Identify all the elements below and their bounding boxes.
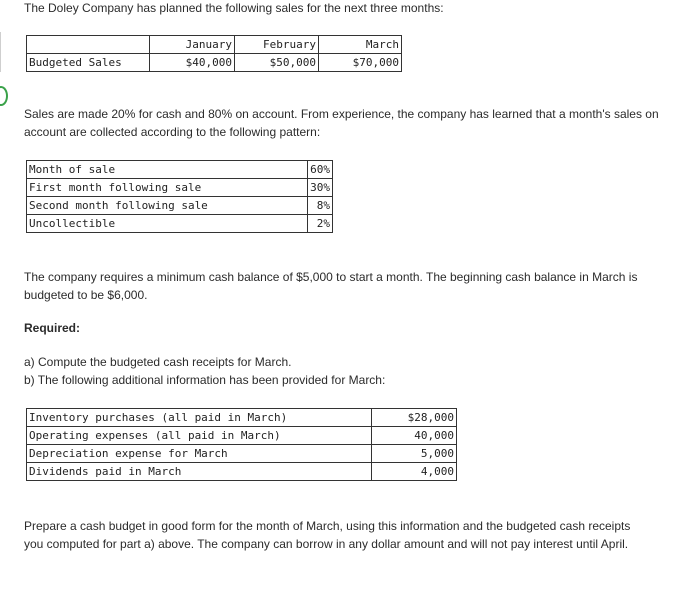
sales-table-header-row bbox=[27, 36, 402, 54]
table-row bbox=[27, 427, 457, 445]
required-heading: Required: bbox=[24, 321, 81, 335]
sales-march: $70,000 bbox=[319, 54, 402, 72]
sales-table-data-row bbox=[27, 54, 402, 72]
progress-marker-icon bbox=[0, 86, 8, 106]
additional-label: Inventory purchases (all paid in March) bbox=[27, 409, 372, 427]
header-march: March bbox=[319, 36, 402, 54]
table-row bbox=[27, 463, 457, 481]
sales-january: $40,000 bbox=[150, 54, 235, 72]
intro-text: The Doley Company has planned the following sales for the next three months: bbox=[24, 1, 444, 15]
additional-value: $28,000 bbox=[372, 409, 457, 427]
collection-label: Month of sale bbox=[27, 161, 308, 179]
additional-label: Operating expenses (all paid in March) bbox=[27, 427, 372, 445]
collection-label: Second month following sale bbox=[27, 197, 308, 215]
cash-balance-text: The company requires a minimum cash balance of $5,000 to start a month. The beginning cash balance in March is budgeted to be $6,000. bbox=[24, 270, 638, 302]
row-label-budgeted-sales: Budgeted Sales bbox=[27, 54, 150, 72]
additional-value: 40,000 bbox=[372, 427, 457, 445]
collection-value: 8% bbox=[308, 197, 333, 215]
additional-label: Depreciation expense for March bbox=[27, 445, 372, 463]
part-a-text: a) Compute the budgeted cash receipts for March. bbox=[24, 355, 292, 369]
additional-value: 4,000 bbox=[372, 463, 457, 481]
header-january: January bbox=[150, 36, 235, 54]
collection-value: 30% bbox=[308, 179, 333, 197]
table-row bbox=[27, 445, 457, 463]
additional-info-table bbox=[26, 408, 457, 481]
collection-value: 60% bbox=[308, 161, 333, 179]
table-row bbox=[27, 161, 333, 179]
table-row bbox=[27, 409, 457, 427]
table-row bbox=[27, 179, 333, 197]
collection-label: Uncollectible bbox=[27, 215, 308, 233]
sales-table bbox=[26, 35, 402, 72]
table-row bbox=[27, 197, 333, 215]
additional-label: Dividends paid in March bbox=[27, 463, 372, 481]
collection-value: 2% bbox=[308, 215, 333, 233]
left-margin-line bbox=[0, 32, 4, 72]
collection-table bbox=[26, 160, 333, 233]
part-b-text: b) The following additional information has been provided for March: bbox=[24, 373, 386, 387]
collection-label: First month following sale bbox=[27, 179, 308, 197]
collection-intro-text: Sales are made 20% for cash and 80% on account. From experience, the company has learned that a month's sales on account are collected according to the following pattern: bbox=[24, 107, 659, 139]
final-instructions-text: Prepare a cash budget in good form for the month of March, using this information and the budgeted cash receipts you computed for part a) above. The company can borrow in any dollar amount and will not pay interest until April. bbox=[24, 519, 631, 551]
header-february: February bbox=[235, 36, 319, 54]
sales-february: $50,000 bbox=[235, 54, 319, 72]
additional-value: 5,000 bbox=[372, 445, 457, 463]
table-row bbox=[27, 215, 333, 233]
sales-table-corner-cell bbox=[27, 36, 150, 54]
